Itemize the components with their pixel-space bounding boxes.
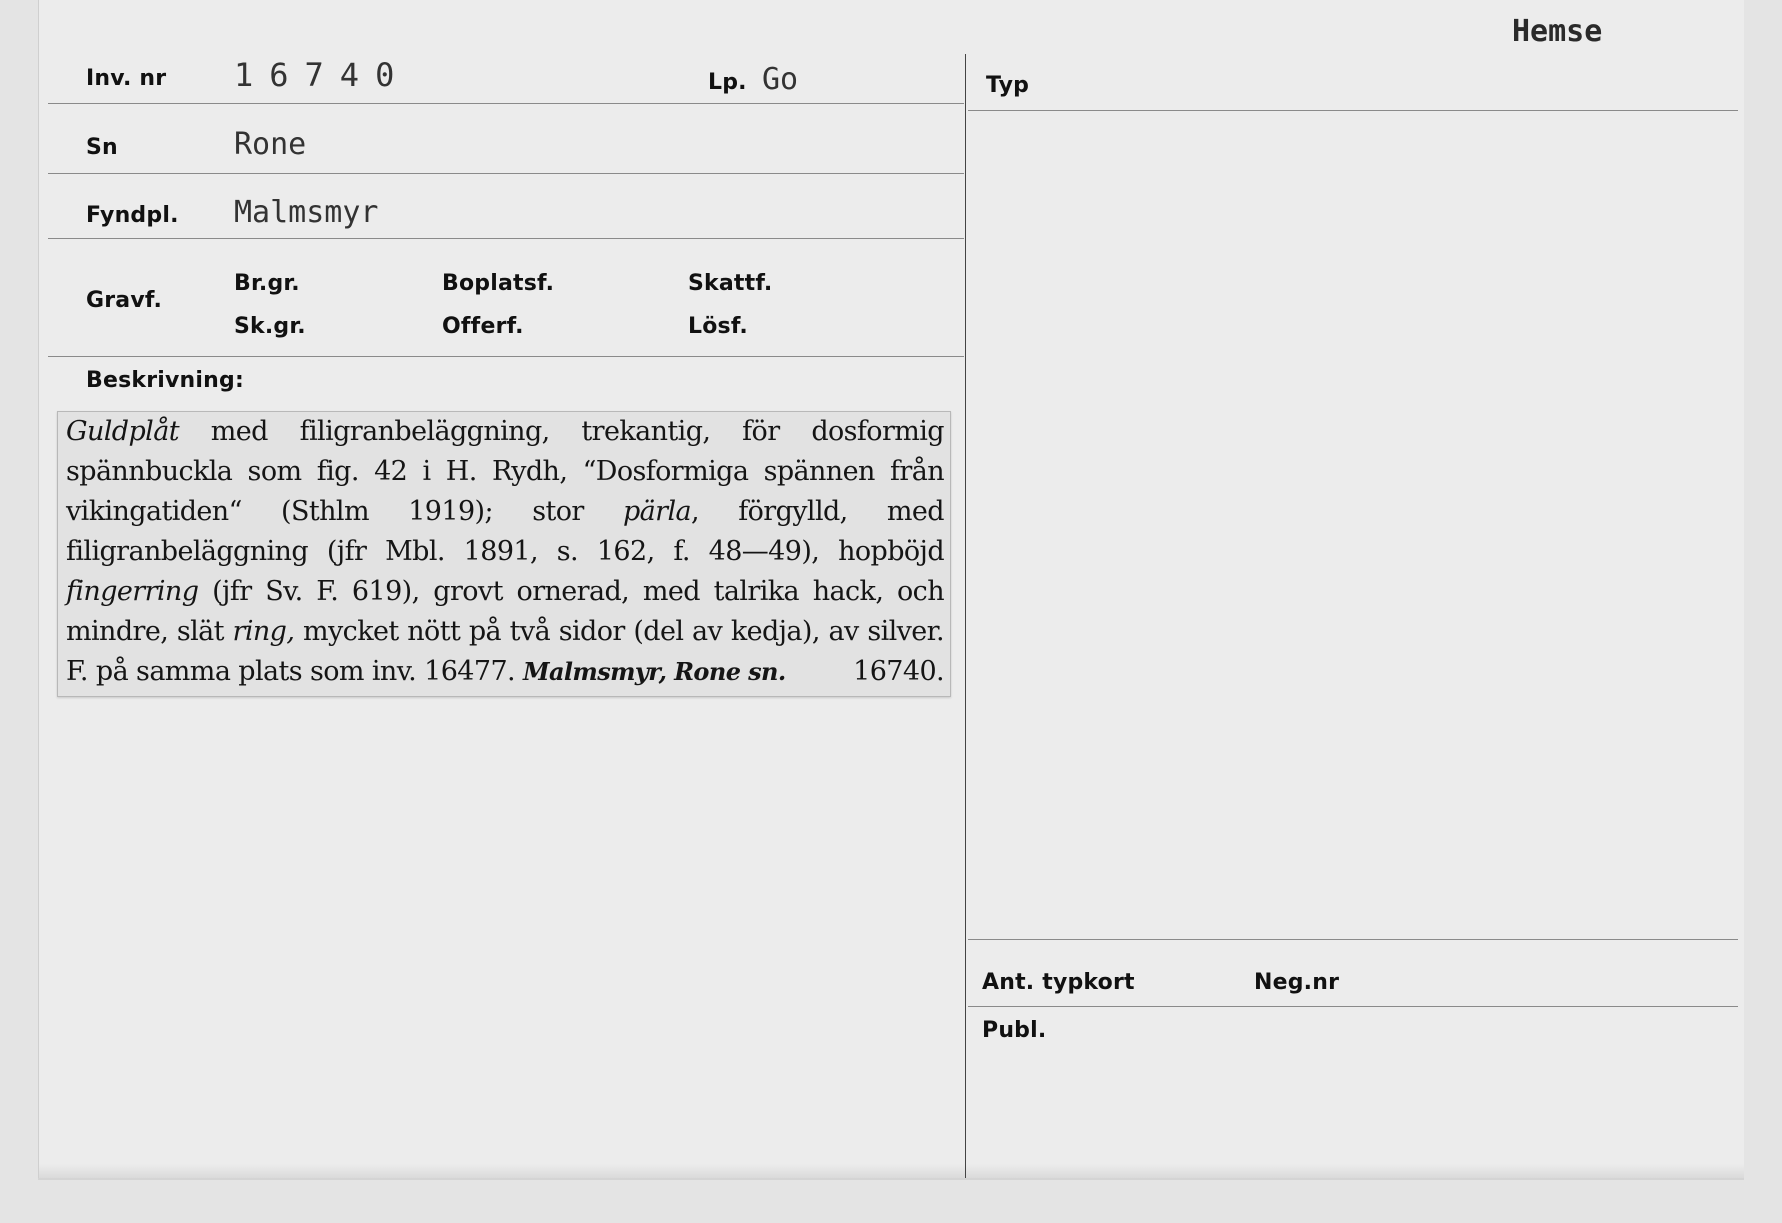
row-divider [48, 103, 964, 104]
lp-label: Lp. [708, 70, 747, 95]
description-text-part: (jfr Sv. F. 619), grovt ornerad, med talrika hack, och mindre, slät [66, 576, 944, 647]
sn-label: Sn [86, 135, 118, 160]
boplatsf-label: Boplatsf. [442, 271, 555, 296]
corner-note: Hemse [1512, 14, 1603, 49]
inventory-number-reference: 16740. [853, 656, 944, 687]
find-place-reference: Malmsmyr, Rone sn. [523, 657, 786, 686]
description-italic: fingerring [66, 576, 199, 607]
inv-label: Inv. nr [86, 66, 167, 91]
negnr-label: Neg.nr [1254, 970, 1340, 995]
row-divider [48, 238, 964, 239]
sn-value: Rone [234, 127, 307, 162]
column-divider [965, 54, 966, 1178]
description-italic: ring, [232, 616, 295, 647]
description-text-part: med filigranbeläggning, trekantig, för dosformig spännbuckla som fig. 42 i H. Rydh, “Dosformiga spännen från vikingatiden“ (Sthlm 1919); stor [66, 416, 944, 527]
fyndpl-value: Malmsmyr [234, 195, 379, 230]
row-divider [48, 173, 964, 174]
fyndpl-label: Fyndpl. [86, 203, 179, 228]
ant-typkort-label: Ant. typkort [982, 970, 1135, 995]
typ-label: Typ [986, 73, 1030, 98]
gravf-label: Gravf. [86, 288, 163, 313]
description-italic: pärla [622, 496, 691, 527]
description-text-part: , förgylld, med filigranbeläggning (jfr Mbl. 1891, s. 162, f. 48—49), hopböjd [66, 496, 944, 567]
description-text-part: mycket nött på två sidor (del av kedja), av silver. F. på samma plats som inv. 16477. [66, 616, 944, 687]
losf-label: Lösf. [688, 314, 748, 339]
offerf-label: Offerf. [442, 314, 524, 339]
lp-value: Go [762, 62, 799, 97]
skgr-label: Sk.gr. [234, 314, 306, 339]
skattf-label: Skattf. [688, 271, 773, 296]
publ-label: Publ. [982, 1018, 1047, 1043]
row-divider [48, 356, 964, 357]
beskrivning-label: Beskrivning: [86, 368, 244, 393]
brgr-label: Br.gr. [234, 271, 300, 296]
description-italic: Guldplåt [66, 416, 179, 447]
description-text [66, 412, 944, 692]
row-divider [968, 1006, 1738, 1007]
inv-value: 16740 [234, 56, 411, 94]
row-divider [968, 939, 1738, 940]
row-divider [968, 110, 1738, 111]
description-slip [57, 411, 951, 697]
